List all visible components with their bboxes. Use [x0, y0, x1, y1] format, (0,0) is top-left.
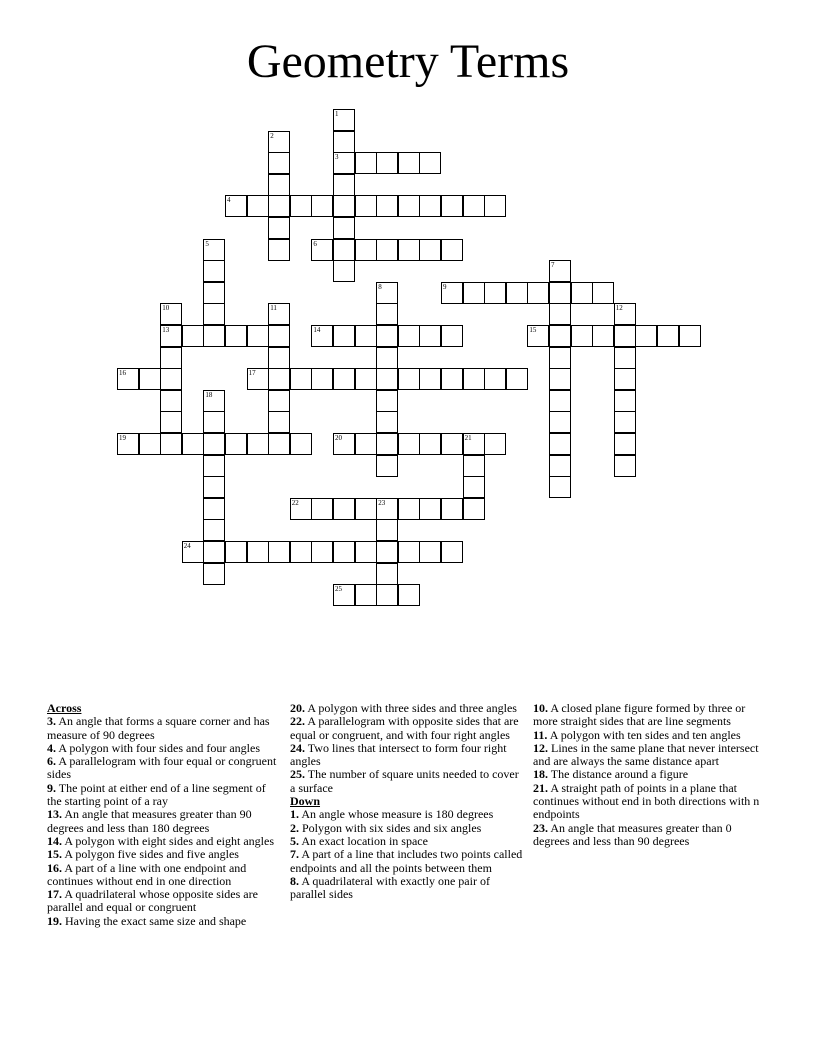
- crossword-cell[interactable]: [484, 368, 506, 390]
- crossword-cell[interactable]: [182, 433, 204, 455]
- crossword-cell[interactable]: [268, 195, 290, 217]
- crossword-cell[interactable]: [376, 368, 398, 390]
- crossword-cell[interactable]: [614, 368, 636, 390]
- crossword-cell[interactable]: [311, 325, 333, 347]
- crossword-cell[interactable]: [484, 433, 506, 455]
- crossword-cell[interactable]: [203, 541, 225, 563]
- crossword-cell[interactable]: [203, 455, 225, 477]
- crossword-cell[interactable]: [290, 368, 312, 390]
- crossword-cell[interactable]: [268, 541, 290, 563]
- crossword-cell[interactable]: [203, 498, 225, 520]
- crossword-cell[interactable]: [398, 195, 420, 217]
- crossword-cell[interactable]: [333, 433, 355, 455]
- crossword-cell[interactable]: [419, 195, 441, 217]
- crossword-cell[interactable]: [376, 519, 398, 541]
- crossword-cell[interactable]: [290, 433, 312, 455]
- clue-number: 4: [227, 196, 231, 205]
- crossword-cell[interactable]: [549, 411, 571, 433]
- crossword-cell[interactable]: [333, 217, 355, 239]
- crossword-cell[interactable]: [203, 325, 225, 347]
- crossword-cell[interactable]: [463, 368, 485, 390]
- clue-down-2: 2. Polygon with six sides and six angles: [290, 820, 482, 835]
- clue-down-21: 21. A straight path of points in a plane that continues without end in both directions with n endpoints: [533, 780, 760, 822]
- crossword-cell[interactable]: [614, 411, 636, 433]
- crossword-cell[interactable]: [268, 347, 290, 369]
- crossword-cell[interactable]: [117, 368, 139, 390]
- crossword-cell[interactable]: [376, 347, 398, 369]
- clue-down-1: 1. An angle whose measure is 180 degrees: [290, 807, 494, 822]
- crossword-cell[interactable]: [484, 195, 506, 217]
- crossword-cell[interactable]: [419, 325, 441, 347]
- crossword-cell[interactable]: [398, 584, 420, 606]
- crossword-cell[interactable]: [333, 109, 355, 131]
- crossword-cell[interactable]: [376, 195, 398, 217]
- crossword-cell[interactable]: [311, 195, 333, 217]
- crossword-cell[interactable]: [268, 152, 290, 174]
- crossword-cell[interactable]: [376, 498, 398, 520]
- crossword-cell[interactable]: [419, 368, 441, 390]
- crossword-cell[interactable]: [463, 195, 485, 217]
- clue-number: 6: [313, 239, 317, 248]
- crossword-cell[interactable]: [376, 390, 398, 412]
- crossword-cell[interactable]: [463, 282, 485, 304]
- crossword-cell[interactable]: [549, 303, 571, 325]
- crossword-cell[interactable]: [571, 325, 593, 347]
- clue-down-18: 18. The distance around a figure: [533, 767, 689, 782]
- crossword-cell[interactable]: [268, 325, 290, 347]
- clue-number: 10: [162, 304, 170, 313]
- crossword-cell[interactable]: [139, 433, 161, 455]
- crossword-cell[interactable]: [160, 347, 182, 369]
- crossword-cell[interactable]: [549, 260, 571, 282]
- crossword-cell[interactable]: [441, 282, 463, 304]
- crossword-cell[interactable]: [549, 368, 571, 390]
- crossword-cell[interactable]: [614, 455, 636, 477]
- clue-down-7: 7. A part of a line that includes two points called endpoints and all the points between them: [290, 847, 523, 875]
- crossword-cell[interactable]: [441, 239, 463, 261]
- crossword-cell[interactable]: [225, 433, 247, 455]
- crossword-cell[interactable]: [484, 282, 506, 304]
- clue-number: 19: [119, 434, 126, 442]
- crossword-cell[interactable]: [333, 152, 355, 174]
- crossword-cell[interactable]: [376, 239, 398, 261]
- crossword-cell[interactable]: [527, 282, 549, 304]
- clue-across-6: 6. A parallelogram with four equal or congruent sides: [47, 754, 277, 782]
- crossword-cell[interactable]: [290, 498, 312, 520]
- crossword-cell[interactable]: [247, 368, 269, 390]
- crossword-cell[interactable]: [376, 152, 398, 174]
- crossword-cell[interactable]: [182, 325, 204, 347]
- crossword-cell[interactable]: [268, 239, 290, 261]
- crossword-cell[interactable]: [463, 455, 485, 477]
- clue-number: 12: [615, 304, 623, 313]
- crossword-cell[interactable]: [117, 433, 139, 455]
- clue-number: 16: [119, 369, 126, 378]
- crossword-cell[interactable]: [549, 476, 571, 498]
- crossword-cell[interactable]: [355, 541, 377, 563]
- clue-across-9: 9. The point at either end of a line segment of the starting point of a ray: [47, 780, 266, 809]
- clue-across-15: 15. A polygon five sides and five angles: [47, 847, 239, 862]
- crossword-cell[interactable]: [376, 303, 398, 325]
- crossword-cell[interactable]: [376, 411, 398, 433]
- clue-number: 15: [529, 326, 537, 334]
- crossword-cell[interactable]: [311, 368, 333, 390]
- clue-number: 14: [313, 326, 321, 334]
- crossword-cell[interactable]: [441, 325, 463, 347]
- crossword-cell[interactable]: [333, 239, 355, 261]
- clue-across-24: 24. Two lines that intersect to form four right angles: [290, 740, 507, 769]
- crossword-cell[interactable]: [333, 325, 355, 347]
- clue-down-8: 8. A quadrilateral with exactly one pair of parallel sides: [290, 873, 490, 902]
- crossword-cell[interactable]: [419, 541, 441, 563]
- crossword-cell[interactable]: [311, 498, 333, 520]
- crossword-cell[interactable]: [333, 174, 355, 196]
- crossword-cell[interactable]: [355, 368, 377, 390]
- clue-across-13: 13. An angle that measures greater than 90 degrees and less than 180 degrees: [47, 807, 252, 835]
- crossword-cell[interactable]: [203, 260, 225, 282]
- crossword-cell[interactable]: [376, 584, 398, 606]
- crossword-cell[interactable]: [203, 390, 225, 412]
- clue-number: 3: [335, 153, 339, 162]
- crossword-cell[interactable]: [247, 433, 269, 455]
- clue-number: 21: [464, 434, 472, 442]
- crossword-cell[interactable]: [441, 368, 463, 390]
- crossword-cell[interactable]: [355, 239, 377, 261]
- crossword-cell[interactable]: [398, 498, 420, 520]
- crossword-cell[interactable]: [355, 584, 377, 606]
- crossword-cell[interactable]: [398, 239, 420, 261]
- crossword-cell[interactable]: [247, 195, 269, 217]
- crossword-cell[interactable]: [614, 325, 636, 347]
- crossword-cell[interactable]: [203, 282, 225, 304]
- clue-number: 18: [205, 390, 213, 399]
- crossword-cell[interactable]: [463, 498, 485, 520]
- crossword-cell[interactable]: [376, 563, 398, 585]
- crossword-cell[interactable]: [290, 541, 312, 563]
- clues-column-2: [290, 702, 524, 901]
- crossword-cell[interactable]: [203, 519, 225, 541]
- crossword-cell[interactable]: [247, 541, 269, 563]
- crossword-cell[interactable]: [592, 282, 614, 304]
- crossword-cell[interactable]: [268, 411, 290, 433]
- clue-across-16: 16. A part of a line with one endpoint and continues without end in one direction: [47, 860, 247, 888]
- page-title: Geometry Terms: [246, 35, 570, 88]
- crossword-cell[interactable]: [376, 325, 398, 347]
- clue-number: 8: [378, 282, 382, 291]
- clue-number: 13: [162, 326, 170, 334]
- crossword-cell[interactable]: [614, 433, 636, 455]
- crossword-cell[interactable]: [333, 368, 355, 390]
- crossword-cell[interactable]: [441, 498, 463, 520]
- crossword-cell[interactable]: [549, 325, 571, 347]
- crossword-cell[interactable]: [635, 325, 657, 347]
- clue-number: 11: [270, 304, 277, 313]
- crossword-cell[interactable]: [398, 541, 420, 563]
- crossword-cell[interactable]: [355, 498, 377, 520]
- crossword-cell[interactable]: [355, 433, 377, 455]
- crossword-cell[interactable]: [657, 325, 679, 347]
- clue-down-11: 11. A polygon with ten sides and ten angles: [533, 727, 741, 742]
- crossword-cell[interactable]: [203, 411, 225, 433]
- crossword-cell[interactable]: [376, 455, 398, 477]
- crossword-cell[interactable]: [225, 541, 247, 563]
- across-heading: Across: [47, 701, 82, 715]
- crossword-cell[interactable]: [398, 368, 420, 390]
- crossword-cell[interactable]: [614, 303, 636, 325]
- crossword-cell[interactable]: [333, 131, 355, 153]
- crossword-cell[interactable]: [203, 563, 225, 585]
- crossword-cell[interactable]: [463, 476, 485, 498]
- clue-number: 1: [335, 110, 339, 118]
- crossword-cell[interactable]: [268, 217, 290, 239]
- crossword-cell[interactable]: [268, 174, 290, 196]
- clue-number: 25: [335, 585, 342, 594]
- crossword-cell[interactable]: [203, 303, 225, 325]
- clue-across-17: 17. A quadrilateral whose opposite sides are parallel and equal or congruent: [47, 887, 258, 915]
- crossword-cell[interactable]: [333, 584, 355, 606]
- clue-number: 2: [270, 131, 274, 140]
- crossword-cell[interactable]: [419, 239, 441, 261]
- crossword-cell[interactable]: [463, 433, 485, 455]
- clue-number: 20: [335, 434, 342, 442]
- crossword-cell[interactable]: [419, 498, 441, 520]
- crossword-cell[interactable]: [333, 260, 355, 282]
- crossword-cell[interactable]: [268, 390, 290, 412]
- clue-number: 7: [551, 261, 555, 270]
- crossword-cell[interactable]: [506, 282, 528, 304]
- crossword-cell[interactable]: [355, 195, 377, 217]
- clue-number: 9: [443, 282, 447, 291]
- crossword-cell[interactable]: [614, 347, 636, 369]
- crossword-cell[interactable]: [549, 390, 571, 412]
- clue-across-4: 4. A polygon with four sides and four angles: [47, 740, 260, 755]
- clues-column-3: [533, 702, 767, 848]
- clue-down-10: 10. A closed plane figure formed by three or more straight sides that are line segments: [533, 701, 746, 729]
- crossword-cell[interactable]: [614, 390, 636, 412]
- down-heading: Down: [290, 794, 321, 809]
- crossword-cell[interactable]: [376, 541, 398, 563]
- crossword-cell[interactable]: [441, 195, 463, 217]
- crossword-cell[interactable]: [139, 368, 161, 390]
- crossword-cell[interactable]: [549, 433, 571, 455]
- crossword-cell[interactable]: [398, 433, 420, 455]
- crossword-cell[interactable]: [160, 325, 182, 347]
- clues-column-1: [47, 702, 281, 928]
- crossword-cell[interactable]: [376, 282, 398, 304]
- crossword-cell[interactable]: [160, 433, 182, 455]
- crossword-cell[interactable]: [679, 325, 701, 347]
- clue-across-14: 14. A polygon with eight sides and eight angles: [47, 833, 274, 848]
- crossword-cell[interactable]: [160, 303, 182, 325]
- crossword-cell[interactable]: [398, 152, 420, 174]
- clue-across-19: 19. Having the exact same size and shape: [47, 913, 247, 928]
- crossword-cell[interactable]: [268, 368, 290, 390]
- crossword-cell[interactable]: [549, 282, 571, 304]
- crossword-cell[interactable]: [160, 390, 182, 412]
- crossword-cell[interactable]: [160, 411, 182, 433]
- crossword-cell[interactable]: [333, 195, 355, 217]
- clue-across-20: 20. A polygon with three sides and three angles: [290, 701, 517, 715]
- crossword-cell[interactable]: [441, 541, 463, 563]
- crossword-cell[interactable]: [203, 239, 225, 261]
- crossword-cell[interactable]: [355, 325, 377, 347]
- clue-number: 22: [291, 498, 299, 507]
- crossword-cell[interactable]: [203, 476, 225, 498]
- crossword-cell[interactable]: [549, 347, 571, 369]
- crossword-cell[interactable]: [592, 325, 614, 347]
- clue-down-23: 23. An angle that measures greater than 0 degrees and less than 90 degrees: [533, 820, 732, 848]
- crossword-cell[interactable]: [333, 498, 355, 520]
- crossword-cell[interactable]: [419, 152, 441, 174]
- clue-number: 17: [248, 369, 256, 378]
- crossword-cell[interactable]: [571, 282, 593, 304]
- crossword-cell[interactable]: [355, 152, 377, 174]
- clue-number: 23: [378, 498, 386, 507]
- clue-across-3: 3. An angle that forms a square corner and has measure of 90 degrees: [47, 714, 270, 742]
- clue-down-5: 5. An exact location in space: [290, 833, 428, 848]
- crossword-cell[interactable]: [247, 325, 269, 347]
- crossword-cell[interactable]: [182, 541, 204, 563]
- clue-across-22: 22. A parallelogram with opposite sides that are equal or congruent, and with four right angles: [290, 714, 519, 742]
- crossword-cell[interactable]: [441, 433, 463, 455]
- crossword-cell[interactable]: [333, 541, 355, 563]
- crossword-cell[interactable]: [203, 433, 225, 455]
- clue-number: 5: [205, 239, 209, 248]
- clue-down-12: 12. Lines in the same plane that never intersect and are always the same distance apart: [533, 740, 759, 769]
- clue-number: 24: [183, 542, 191, 550]
- crossword-cell[interactable]: [419, 433, 441, 455]
- crossword-cell[interactable]: [527, 325, 549, 347]
- crossword-cell[interactable]: [311, 239, 333, 261]
- clue-across-25: 25. The number of square units needed to cover a surface: [290, 767, 519, 795]
- crossword-cell[interactable]: [549, 455, 571, 477]
- crossword-cell[interactable]: [311, 541, 333, 563]
- crossword-cell[interactable]: [225, 325, 247, 347]
- crossword-cell[interactable]: [225, 195, 247, 217]
- crossword-cell[interactable]: [268, 303, 290, 325]
- crossword-cell[interactable]: [290, 195, 312, 217]
- crossword-cell[interactable]: [268, 433, 290, 455]
- crossword-cell[interactable]: [506, 368, 528, 390]
- crossword-cell[interactable]: [376, 433, 398, 455]
- crossword-cell[interactable]: [160, 368, 182, 390]
- crossword-cell[interactable]: [398, 325, 420, 347]
- crossword-cell[interactable]: [268, 131, 290, 153]
